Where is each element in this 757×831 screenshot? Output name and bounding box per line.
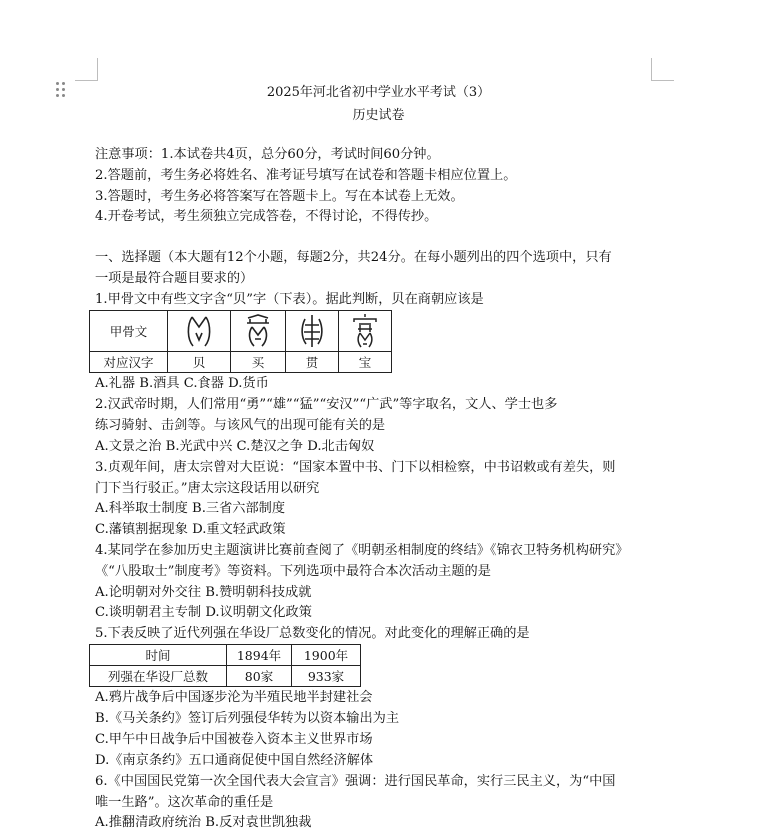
oracle-bei-icon [184,313,214,349]
section-heading-cont: 一项是最符合题目要求的） [95,271,254,286]
question-3-stem-cont: 门下当行驳正。”唐太宗这段话用以研究 [95,481,320,496]
question-6-stem: 6.《中国国民党第一次全国代表大会宣言》强调：进行国民革命，实行三民主义，为“中国 [95,774,616,789]
question-5-option-a: A.鸦片战争后中国逐步沦为半殖民地半封建社会 [95,690,373,705]
oracle-bone-table [89,310,392,373]
question-4-options-ab: A.论明朝对外交往 B.赞明朝科技成就 [95,585,312,600]
question-2-stem: 2.汉武帝时期，人们常用“勇”“雄”“猛”“安汉”“广武”等字取名，文人、学士也多 [95,397,558,412]
table-cell: 933家 [292,666,361,687]
question-5-option-c: C.甲午中日战争后中国被卷入资本主义世界市场 [95,732,373,747]
table-header: 1900年 [292,645,361,666]
table-cell: 贝 [168,352,231,373]
table-header: 时间 [90,645,227,666]
exam-title: 2025年河北省初中学业水平考试（3） [266,85,491,100]
table-cell: 买 [231,352,286,373]
question-6-options-partial: A.推翻清政府统治 B.反对袁世凯独裁 [95,815,312,830]
question-2-options: A.文景之治 B.光武中兴 C.楚汉之争 D.北击匈奴 [95,439,375,454]
question-3-options-cd: C.藩镇割据现象 D.重文轻武政策 [95,522,286,537]
notice-line: 2.答题前，考生务必将姓名、准考证号填写在试卷和答题卡相应位置上。 [95,168,517,183]
oracle-row-label: 甲骨文 [90,311,168,352]
question-5-stem: 5.下表反映了近代列强在华设厂总数变化的情况。对此变化的理解正确的是 [95,626,530,641]
notice-line: 注意事项：1.本试卷共4页，总分60分，考试时间60分钟。 [95,147,440,162]
question-4-options-cd: C.谈明朝君主专制 D.议明朝文化政策 [95,605,312,620]
question-4-stem-cont: 《“八股取士”制度考》等资料。下列选项中最符合本次活动主题的是 [95,564,491,579]
table-header: 1894年 [227,645,292,666]
page-corner-mark-top-left [75,58,98,81]
table-cell: 列强在华设厂总数 [90,666,227,687]
chinese-row-label: 对应汉字 [90,352,168,373]
table-cell: 宝 [339,352,392,373]
notice-line: 3.答题时，考生务必将答案写在答题卡上。写在本试卷上无效。 [95,189,464,204]
oracle-guan-icon [297,313,327,349]
table-cell: 贯 [286,352,339,373]
question-3-stem: 3.贞观年间，唐太宗曾对大臣说：“国家本置中书、门下以相检察，中书诏敕或有差失，则 [95,460,616,475]
page-corner-mark-top-right [651,58,674,81]
question-1-options: A.礼器 B.酒具 C.食器 D.货币 [95,376,269,391]
question-1-stem: 1.甲骨文中有些文字含“贝”字（下表）。据此判断，贝在商朝应该是 [95,292,484,307]
question-3-options-ab: A.科举取士制度 B.三省六部制度 [95,501,286,516]
notice-line: 4.开卷考试，考生须独立完成答卷，不得讨论，不得传抄。 [95,209,438,224]
question-5-option-d: D.《南京条约》五口通商促使中国自然经济解体 [95,753,374,768]
question-5-option-b: B.《马关条约》签订后列强侵华转为以资本输出为主 [95,711,400,726]
oracle-mai-icon [243,313,273,349]
question-6-stem-cont: 唯一生路”。这次革命的重任是 [95,795,274,810]
table-cell: 80家 [227,666,292,687]
question-2-stem-cont: 练习骑射、击剑等。与该风气的出现可能有关的是 [95,418,386,433]
section-heading: 一、选择题（本大题有12个小题，每题2分，共24分。在每小题列出的四个选项中，只有 [95,250,612,265]
exam-subtitle: 历史试卷 [352,108,405,123]
question-4-stem: 4.某同学在参加历史主题演讲比赛前查阅了《明朝丞相制度的终结》《锦衣卫特务机构研究》 [95,543,629,558]
oracle-bao-icon [350,313,380,349]
factory-count-table [89,644,361,687]
